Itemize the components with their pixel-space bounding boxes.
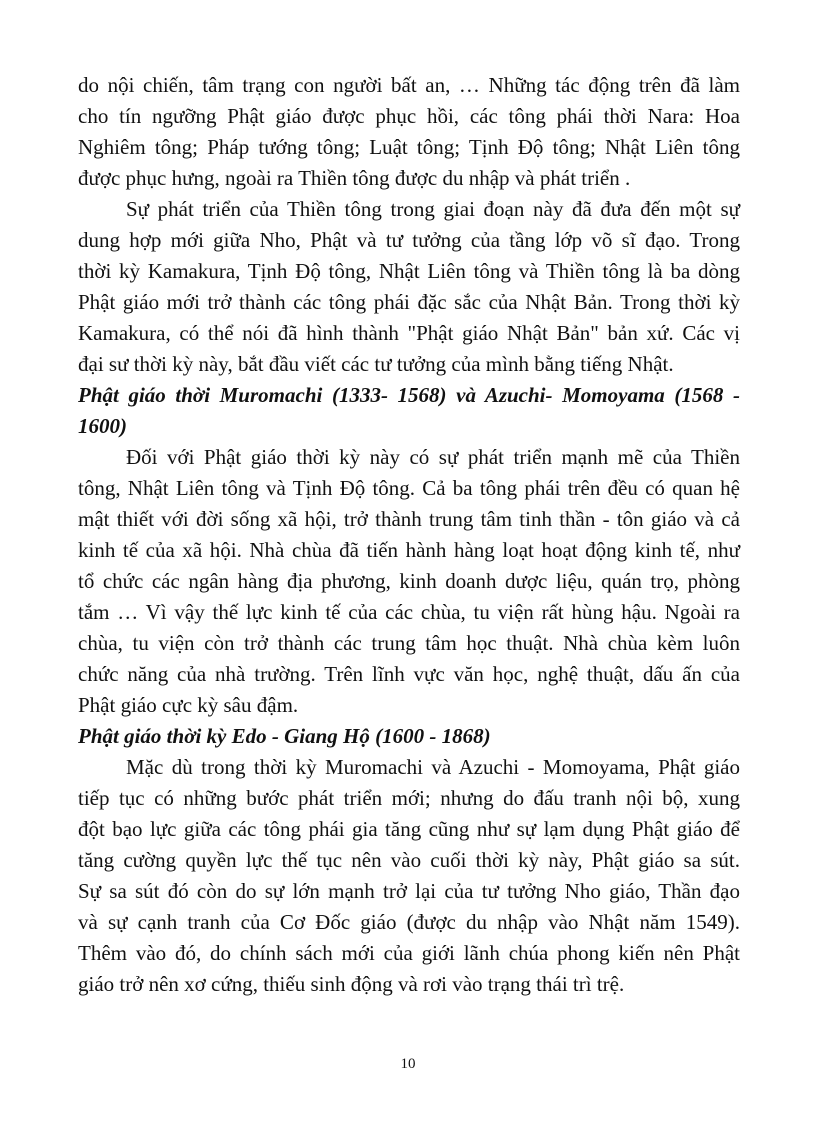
paragraph-edo — [78, 752, 740, 1000]
section-heading-edo — [78, 721, 740, 752]
heading-line: Phật giáo thời Muromachi (1333- 1568) và Azuchi- Momoyama (1568 - — [78, 383, 740, 407]
paragraph-continuation — [78, 70, 740, 194]
text-line: chức năng của nhà trường. Trên lĩnh vực văn học, nghệ thuật, dấu ấn của — [78, 662, 740, 686]
paragraph-kamakura — [78, 194, 740, 380]
text-line: tiếp tục có những bước phát triển mới; nhưng do đấu tranh nội bộ, xung — [78, 786, 740, 810]
text-line: mật thiết với đời sống xã hội, trở thành trung tâm tinh thần - tôn giáo và cả — [78, 507, 740, 531]
text-line: cho tín ngưỡng Phật giáo được phục hồi, các tông phái thời Nara: Hoa — [78, 104, 740, 128]
text-line: và sự cạnh tranh của Cơ Đốc giáo (được du nhập vào Nhật năm 1549). — [78, 910, 740, 934]
text-line: tăng cường quyền lực thế tục nên vào cuối thời kỳ này, Phật giáo sa sút. — [78, 848, 740, 872]
text-line: tắm … Vì vậy thế lực kinh tế của các chùa, tu viện rất hùng hậu. Ngoài ra — [78, 600, 740, 624]
body-text — [78, 70, 740, 1000]
text-line: chùa, tu viện còn trở thành các trung tâm học thuật. Nhà chùa kèm luôn — [78, 631, 740, 655]
text-line: tông, Nhật Liên tông và Tịnh Độ tông. Cả ba tông phái trên đều có quan hệ — [78, 476, 740, 500]
text-line: thời kỳ Kamakura, Tịnh Độ tông, Nhật Liên tông và Thiền tông là ba dòng — [78, 259, 740, 283]
text-line: được phục hưng, ngoài ra Thiền tông được du nhập và phát triển . — [78, 166, 631, 190]
text-line: Phật giáo cực kỳ sâu đậm. — [78, 693, 299, 717]
text-line: Mặc dù trong thời kỳ Muromachi và Azuchi - Momoyama, Phật giáo — [126, 755, 740, 779]
heading-line: 1600) — [78, 414, 127, 438]
text-line: đại sư thời kỳ này, bắt đầu viết các tư tưởng của mình bằng tiếng Nhật. — [78, 352, 674, 376]
text-line: kinh tế của xã hội. Nhà chùa đã tiến hành hàng loạt hoạt động kinh tế, như — [78, 538, 740, 562]
text-line: Sự phát triển của Thiền tông trong giai đoạn này đã đưa đến một sự — [126, 197, 740, 221]
text-line: Nghiêm tông; Pháp tướng tông; Luật tông; Tịnh Độ tông; Nhật Liên tông — [78, 135, 740, 159]
text-line: tổ chức các ngân hàng địa phương, kinh doanh dược liệu, quán trọ, phòng — [78, 569, 740, 593]
text-line: giáo trở nên xơ cứng, thiếu sinh động và rơi vào trạng thái trì trệ. — [78, 972, 625, 996]
heading-line: Phật giáo thời kỳ Edo - Giang Hộ (1600 - 1868) — [78, 724, 491, 748]
paragraph-muromachi — [78, 442, 740, 721]
text-line: Đối với Phật giáo thời kỳ này có sự phát triển mạnh mẽ của Thiền — [126, 445, 740, 469]
text-line: do nội chiến, tâm trạng con người bất an, … Những tác động trên đã làm — [78, 73, 740, 97]
text-line: dung hợp mới giữa Nho, Phật và tư tưởng của tầng lớp võ sĩ đạo. Trong — [78, 228, 740, 252]
text-line: Kamakura, có thể nói đã hình thành "Phật giáo Nhật Bản" bản xứ. Các vị — [78, 321, 740, 345]
section-heading-muromachi — [78, 380, 740, 442]
text-line: Thêm vào đó, do chính sách mới của giới lãnh chúa phong kiến nên Phật — [78, 941, 740, 965]
text-line: đột bạo lực giữa các tông phái gia tăng cũng như sự lạm dụng Phật giáo để — [78, 817, 740, 841]
text-line: Sự sa sút đó còn do sự lớn mạnh trở lại của tư tưởng Nho giáo, Thần đạo — [78, 879, 740, 903]
text-line: Phật giáo mới trở thành các tông phái đặc sắc của Nhật Bản. Trong thời kỳ — [78, 290, 740, 314]
page-number: 10 — [400, 1056, 416, 1072]
